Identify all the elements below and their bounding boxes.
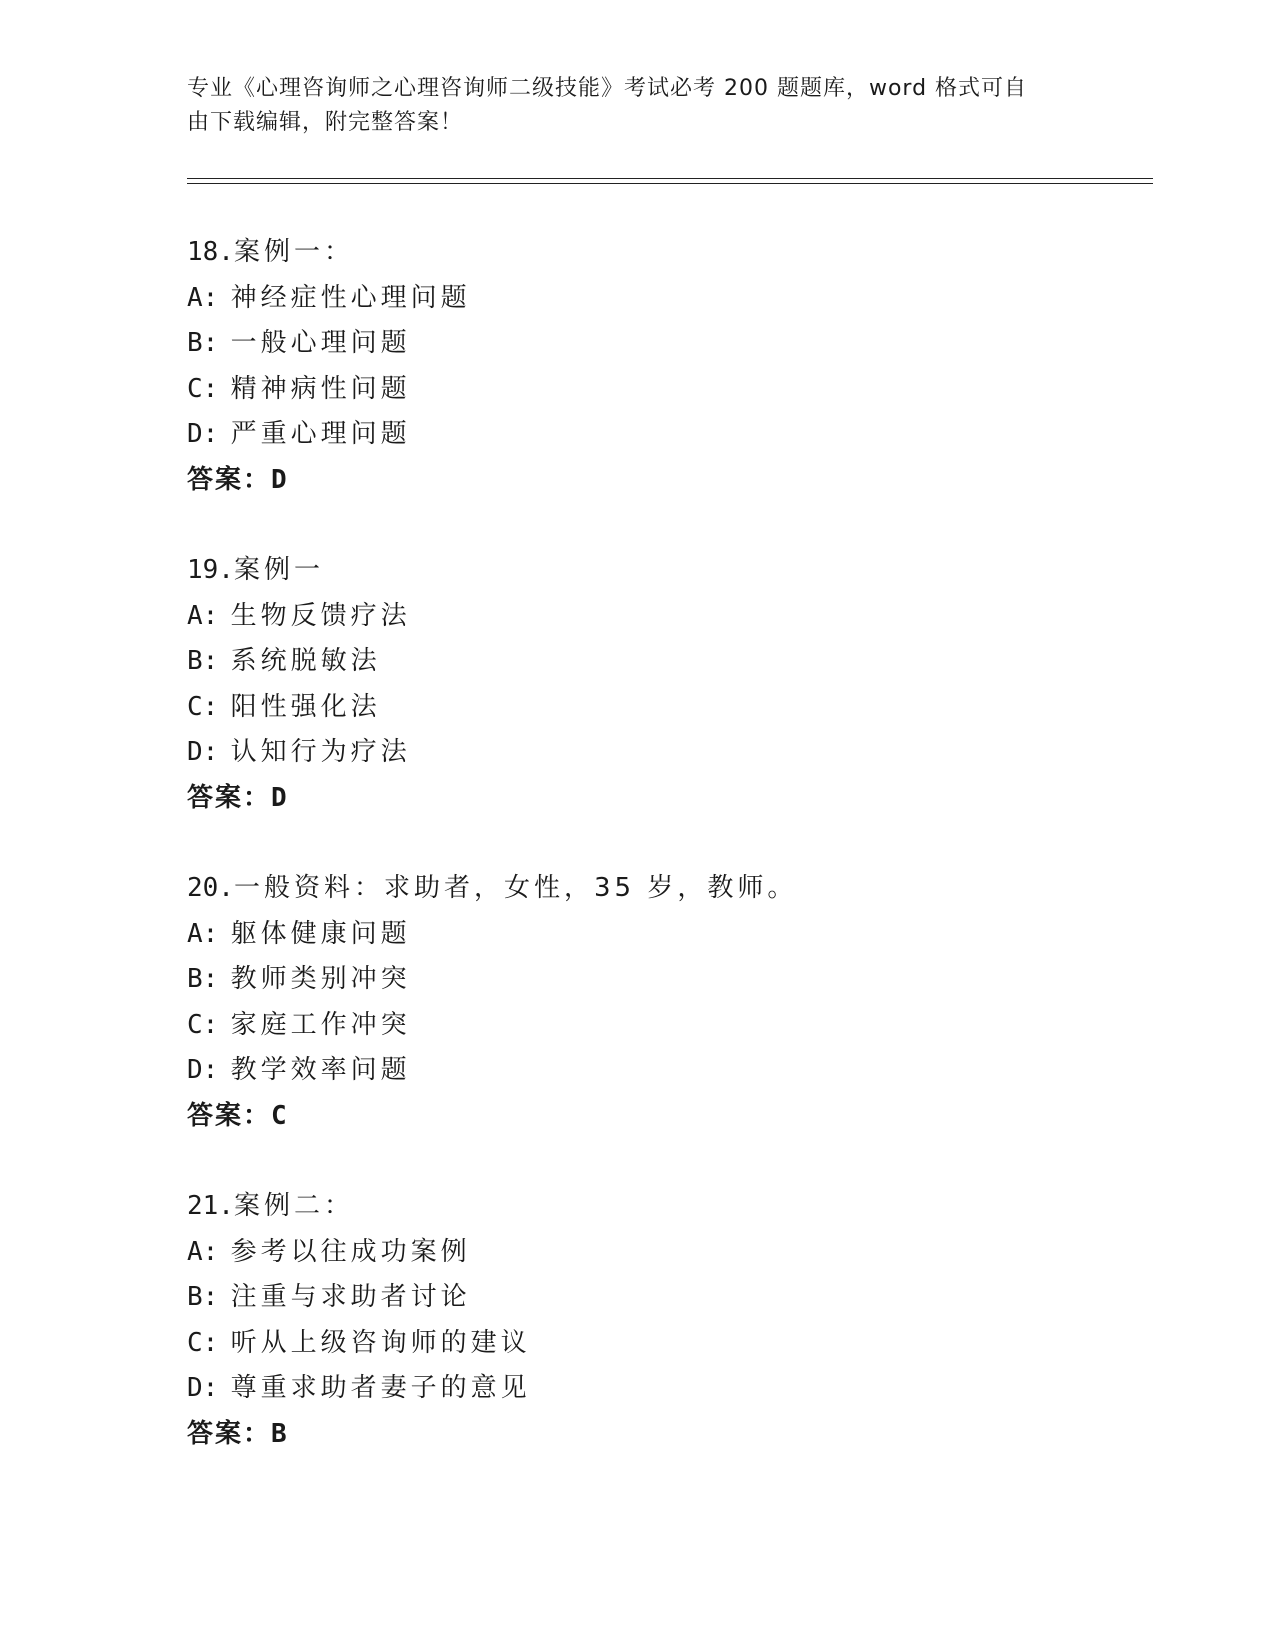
option-key: C: xyxy=(187,373,219,404)
answer-value: D xyxy=(271,464,287,495)
option-key: C: xyxy=(187,1327,219,1358)
question-stem xyxy=(187,548,1147,594)
option-text: 一般心理问题 xyxy=(230,328,411,358)
option-key: B: xyxy=(187,964,219,994)
answer-label: 答案： xyxy=(187,464,272,495)
answer-value: D xyxy=(271,782,287,813)
option-c xyxy=(187,1003,1147,1049)
option-text: 系统脱敏法 xyxy=(230,646,381,676)
option-key: A: xyxy=(187,282,219,313)
option-text: 听从上级咨询师的建议 xyxy=(230,1327,531,1358)
header-line-1: 专业《心理咨询师之心理咨询师二级技能》考试必考 200 题题库，word 格式可自 xyxy=(187,76,1028,101)
option-text: 神经症性心理问题 xyxy=(230,282,471,313)
question-stem xyxy=(187,1184,1147,1230)
answer-line xyxy=(187,776,1147,822)
option-d xyxy=(187,412,1147,458)
option-key: B: xyxy=(187,1282,219,1312)
answer-line xyxy=(187,458,1147,504)
question-text: 案例一： xyxy=(233,237,354,267)
option-key: D: xyxy=(187,1055,219,1085)
question-20 xyxy=(187,866,1147,1139)
question-number: 19. xyxy=(187,555,234,585)
option-text: 精神病性问题 xyxy=(230,373,411,404)
answer-value: B xyxy=(271,1418,287,1449)
header-divider-top xyxy=(187,178,1153,179)
option-d xyxy=(187,1048,1147,1094)
option-key: C: xyxy=(187,691,219,722)
option-a xyxy=(187,1230,1147,1276)
question-text: 一般资料：求助者，女性，35 岁，教师。 xyxy=(233,873,798,903)
option-text: 严重心理问题 xyxy=(230,419,411,449)
question-18 xyxy=(187,230,1147,503)
option-c xyxy=(187,367,1147,413)
option-b xyxy=(187,321,1147,367)
option-a xyxy=(187,912,1147,958)
header-line-2: 由下载编辑，附完整答案！ xyxy=(187,110,464,135)
answer-line xyxy=(187,1412,1147,1458)
option-b xyxy=(187,639,1147,685)
option-key: D: xyxy=(187,1373,219,1403)
question-number: 18. xyxy=(187,237,234,267)
option-text: 阳性强化法 xyxy=(230,691,381,722)
option-text: 教学效率问题 xyxy=(230,1055,411,1085)
option-text: 教师类别冲突 xyxy=(230,964,411,994)
question-number: 20. xyxy=(187,873,234,903)
answer-value: C xyxy=(271,1100,287,1131)
option-a xyxy=(187,276,1147,322)
document-header xyxy=(187,72,1067,140)
header-divider-bottom xyxy=(187,183,1153,184)
answer-label: 答案： xyxy=(187,1100,272,1131)
question-stem xyxy=(187,866,1147,912)
option-a xyxy=(187,594,1147,640)
question-text: 案例一 xyxy=(233,555,324,585)
question-21 xyxy=(187,1184,1147,1457)
option-text: 尊重求助者妻子的意见 xyxy=(230,1373,531,1403)
option-text: 注重与求助者讨论 xyxy=(230,1282,471,1312)
option-key: D: xyxy=(187,419,219,449)
option-d xyxy=(187,730,1147,776)
option-c xyxy=(187,1321,1147,1367)
question-text: 案例二： xyxy=(233,1191,354,1221)
answer-line xyxy=(187,1094,1147,1140)
option-c xyxy=(187,685,1147,731)
option-text: 家庭工作冲突 xyxy=(230,1009,411,1040)
question-19 xyxy=(187,548,1147,821)
option-b xyxy=(187,1275,1147,1321)
option-text: 生物反馈疗法 xyxy=(230,600,411,631)
option-key: B: xyxy=(187,646,219,676)
option-d xyxy=(187,1366,1147,1412)
option-key: A: xyxy=(187,1236,219,1267)
option-text: 躯体健康问题 xyxy=(230,918,411,949)
option-key: A: xyxy=(187,918,219,949)
option-key: C: xyxy=(187,1009,219,1040)
option-key: D: xyxy=(187,737,219,767)
option-key: A: xyxy=(187,600,219,631)
answer-label: 答案： xyxy=(187,782,272,813)
question-stem xyxy=(187,230,1147,276)
answer-label: 答案： xyxy=(187,1418,272,1449)
option-text: 参考以往成功案例 xyxy=(230,1236,471,1267)
option-b xyxy=(187,957,1147,1003)
question-number: 21. xyxy=(187,1191,234,1221)
option-key: B: xyxy=(187,328,219,358)
option-text: 认知行为疗法 xyxy=(230,737,411,767)
